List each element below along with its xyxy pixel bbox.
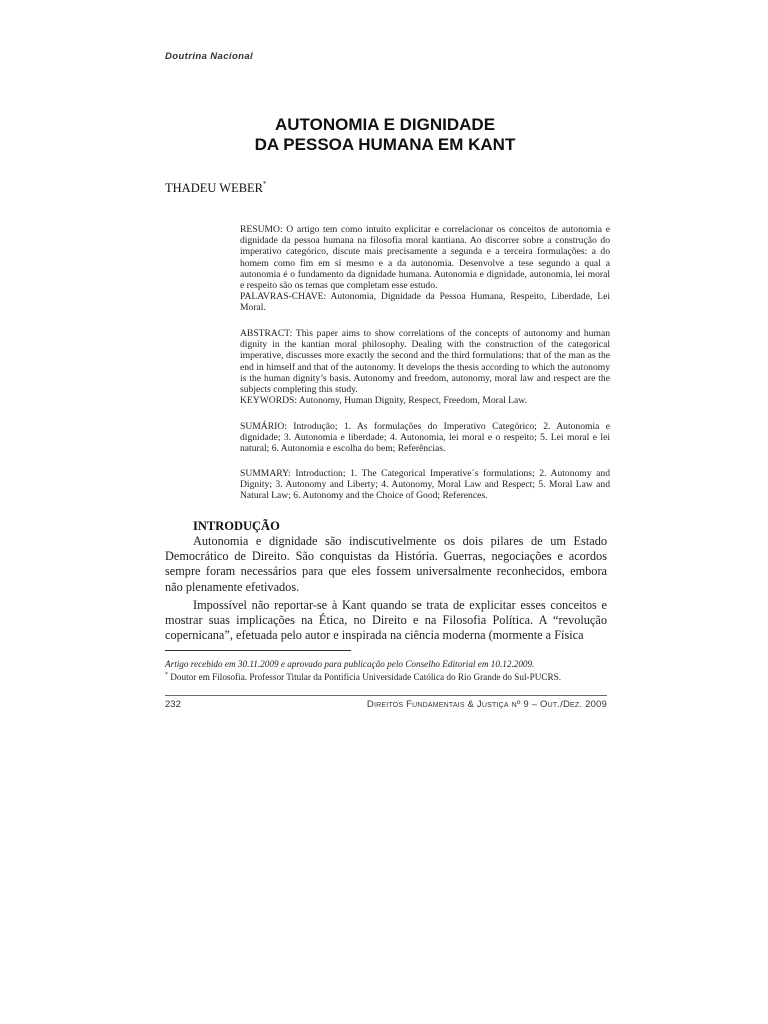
footnote-author [165, 670, 615, 683]
author-text: THADEU WEBER [165, 181, 264, 195]
article-title [165, 115, 605, 155]
page-number: 232 [165, 699, 181, 710]
palavras-chave: PALAVRAS-CHAVE: Autonomia, Dignidade da Pessoa Humana, Respeito, Liberdade, Lei Moral. [240, 291, 610, 314]
keywords: KEYWORDS: Autonomy, Human Dignity, Respect, Freedom, Moral Law. [240, 395, 527, 407]
author-footnote-mark: * [263, 180, 267, 188]
resumo-text: RESUMO: O artigo tem como intuito explicitar e correlacionar os conceitos de autonomia e dignidade da pessoa humana na filosofia moral kantiana. Ao discorrer sobre a construção do imperativo categórico, discute mais precisamente a segunda e a terceira formulações: a do homem como fim em si mesmo e a da autonomia. Desenvolve a tese segundo a qual a autonomia é o fundamento da dignidade humana. Autonomia e dignidade, autonomia, lei moral e respeito são os temas que completam esse estudo. [240, 224, 610, 292]
abstract-block [240, 328, 610, 406]
title-line-2: DA PESSOA HUMANA EM KANT [254, 135, 516, 154]
abstract-text: ABSTRACT: This paper aims to show correlations of the concepts of autonomy and human dignity in the kantian moral philosophy. Dealing with the construction of the categorical imperative, discusses more exactly the second and the third formulations: that of the man as the end in himself and that of the autonomy. It develops the thesis according to which the autonomy is the human dignity’s basis. Autonomy and freedom, autonomy, moral law and respect are the subjects completing this study. [240, 328, 610, 396]
sumario-text: SUMÁRIO: Introdução; 1. As formulações do Imperativo Categórico; 2. Autonomia e dignidade; 3. Autonomia e liberdade; 4. Autonomia, lei moral e o respeito; 5. Lei moral e lei natural; 6. Autonomia e escolha do bem; Referências. [240, 421, 610, 455]
summary-block [240, 468, 610, 502]
footnote-author-mark: * [165, 672, 168, 678]
footer-divider [165, 695, 607, 696]
footnote-author-text: Doutor em Filosofia. Professor Titular da Pontifícia Universidade Católica do Rio Grande do Sul-PUCRS. [168, 672, 561, 682]
introduction-heading: INTRODUÇÃO [193, 519, 280, 533]
section-header: Doutrina Nacional [165, 51, 254, 62]
footnote-received: Artigo recebido em 30.11.2009 e aprovado para publicação pelo Conselho Editorial em 10.12.2009. [165, 659, 535, 669]
sumario-block [240, 421, 610, 455]
author-name [165, 180, 267, 196]
summary-text: SUMMARY: Introduction; 1. The Categorical Imperative´s formulations; 2. Autonomy and Dignity; 3. Autonomy and Liberty; 4. Autonomy, Moral Law and Respect; 5. Moral Law and Natural Law; 6. Autonomy and the Choice of Good; References. [240, 468, 610, 502]
footnote-divider [165, 650, 351, 651]
introduction-paragraph-2: Impossível não reportar-se à Kant quando se trata de explicitar esses conceitos e mostrar suas implicações na Ética, no Direito e na Filosofia Política. A “revolução copernicana”, efetuada pelo autor e inspirada na ciência moderna (mormente a Física [165, 598, 607, 643]
introduction-paragraph-1: Autonomia e dignidade são indiscutivelmente os dois pilares de um Estado Democrático de Direito. São conquistas da História. Guerras, negociações e acordos sempre foram necessários para que eles fossem universalmente reconhecidos, embora não plenamente efetivados. [165, 534, 607, 594]
resumo-block [240, 224, 610, 314]
journal-citation: Direitos Fundamentais & Justiça nº 9 – Out./Dez. 2009 [366, 699, 607, 710]
title-line-1: AUTONOMIA E DIGNIDADE [274, 115, 496, 134]
